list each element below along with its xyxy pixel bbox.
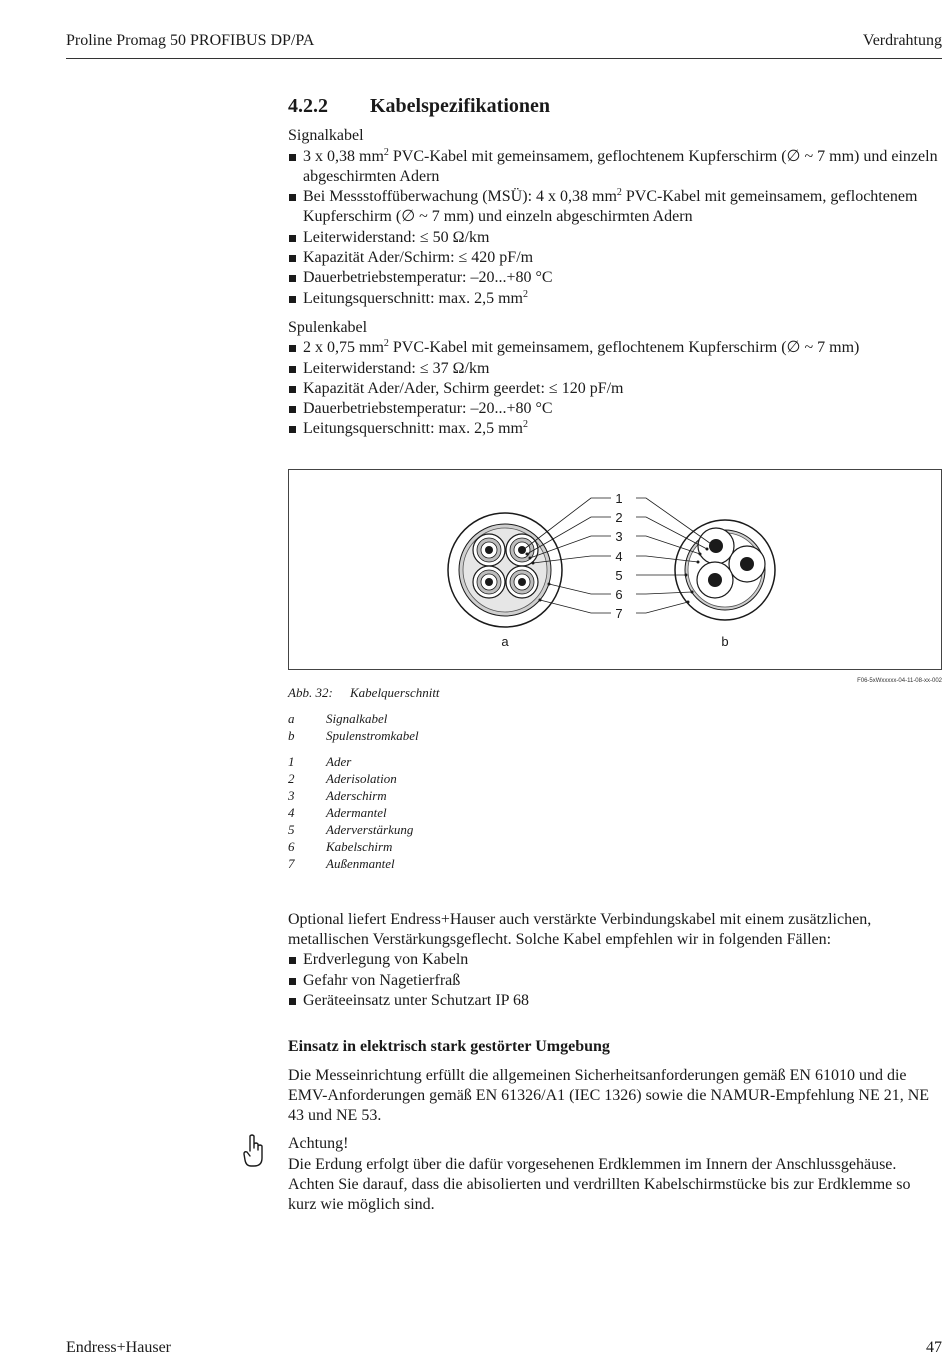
legend-row: 7 Außenmantel: [288, 855, 395, 871]
figure-number-3: 3: [615, 528, 623, 544]
signal-cable-drawing: [448, 513, 562, 627]
figure-number-6: 6: [615, 586, 623, 602]
signal-cable-label: Signalkabel: [288, 127, 364, 145]
list-item: 2 x 0,75 $mm^2$ PVC-Kabel mit gemeinsamem, geflochtenem Kupferschirm (∅ ~ 7 mm): [288, 338, 942, 358]
list-item: Geräteeinsatz unter Schutzart IP 68: [288, 991, 942, 1011]
main-content: [288, 96, 942, 1216]
list-item: Dauerbetriebstemperatur: –20...+80 °C: [288, 268, 942, 288]
legend-row: 6 Kabelschirm: [288, 838, 393, 854]
footer-company: Endress+Hauser: [66, 1339, 171, 1356]
signal-cable-list: [288, 147, 942, 309]
list-item: Dauerbetriebstemperatur: –20...+80 °C: [288, 399, 942, 419]
figure-label-b: b: [721, 633, 729, 649]
warning-title: Achtung!: [288, 1135, 349, 1153]
cable-diagram: [289, 470, 941, 669]
header-chapter: Verdrahtung: [862, 32, 942, 49]
coil-cable-label: Spulenkabel: [288, 318, 368, 336]
figure-number-2: 2: [615, 509, 623, 525]
list-item: Bei Messstoffüberwachung (MSÜ): 4 x 0,38 $mm^2$ PVC-Kabel mit gemeinsamem, geflochtenem Kupferschirm (∅ ~ 7 mm) und einzeln abgeschirmten Adern: [288, 187, 942, 228]
legend-row: 1 Ader: [288, 753, 352, 769]
page-number: 47: [926, 1339, 942, 1356]
figure-caption: [288, 684, 942, 872]
list-item: Kapazität Ader/Ader, Schirm geerdet: ≤ 120 pF/m: [288, 379, 942, 399]
legend-row: 3 Aderschirm: [288, 787, 387, 803]
warning-block: [288, 1134, 942, 1215]
section-heading: [288, 96, 942, 116]
figure-number-1: 1: [615, 490, 623, 506]
list-item: Erdverlegung von Kabeln: [288, 950, 942, 970]
figure-number-7: 7: [615, 605, 623, 621]
legend-row: b Spulenstromkabel: [288, 727, 419, 743]
section-title: Kabelspezifikationen: [370, 95, 551, 117]
list-item: Kapazität Ader/Schirm: ≤ 420 pF/m: [288, 248, 942, 268]
list-item: Leiterwiderstand: ≤ 50 Ω/km: [288, 228, 942, 248]
section-number: 4.2.2: [288, 95, 328, 117]
emv-heading: Einsatz in elektrisch stark gestörter Umgebung: [288, 1038, 610, 1056]
list-item: Leitungsquerschnitt: max. 2,5 $mm^2$: [288, 419, 942, 439]
figure-number-4: 4: [615, 548, 623, 564]
cable-cross-section-figure: [288, 469, 942, 684]
figure-id: F06-5xWxxxxx-04-11-08-xx-002: [857, 677, 942, 684]
figure-number-5: 5: [615, 567, 623, 583]
coil-cable-drawing: [675, 520, 775, 620]
legend-row: 4 Adermantel: [288, 804, 387, 820]
list-item: Gefahr von Nagetierfraß: [288, 971, 942, 991]
legend-row: 5 Aderverstärkung: [288, 821, 414, 837]
caption-key: Abb. 32:: [288, 684, 333, 700]
list-item: Leitungsquerschnitt: max. 2,5 $mm^2$: [288, 289, 942, 309]
legend-row: a Signalkabel: [288, 710, 388, 726]
coil-cable-list: [288, 338, 942, 439]
emv-paragraph: Die Messeinrichtung erfüllt die allgemeinen Sicherheitsanforderungen gemäß EN 61010 und die EMV-Anforderungen gemäß EN 61326/A1 (IEC 1326) sowie die NAMUR-Empfehlung NE 21, NE 43 und NE 53.: [288, 1066, 930, 1125]
warning-text: Die Erdung erfolgt über die dafür vorgesehenen Erdklemmen im Innern der Anschlussgehäuse. Achten Sie darauf, dass die abisolierten und verdrillten Kabelschirmstücke bis zur Erdklemme so kurz wie möglich sind.: [288, 1155, 911, 1214]
optional-paragraph: Optional liefert Endress+Hauser auch verstärkte Verbindungskabel mit einem zusätzlichen, metallischen Verstärkungsgeflecht. Solche Kabel empfehlen wir in folgenden Fällen:: [288, 910, 872, 949]
page-header: [66, 30, 942, 59]
list-item: Leiterwiderstand: ≤ 37 Ω/km: [288, 359, 942, 379]
optional-list: [288, 950, 942, 1011]
pointing-hand-icon: [242, 1134, 264, 1168]
header-product: Proline Promag 50 PROFIBUS DP/PA: [66, 32, 315, 49]
list-item: 3 x 0,38 $mm^2$ PVC-Kabel mit gemeinsamem, geflochtenem Kupferschirm (∅ ~ 7 mm) und einzeln abgeschirmten Adern: [288, 147, 942, 188]
figure-label-a: a: [501, 633, 509, 649]
legend-row: 2 Aderisolation: [288, 770, 397, 786]
caption-title: Kabelquerschnitt: [350, 684, 440, 700]
